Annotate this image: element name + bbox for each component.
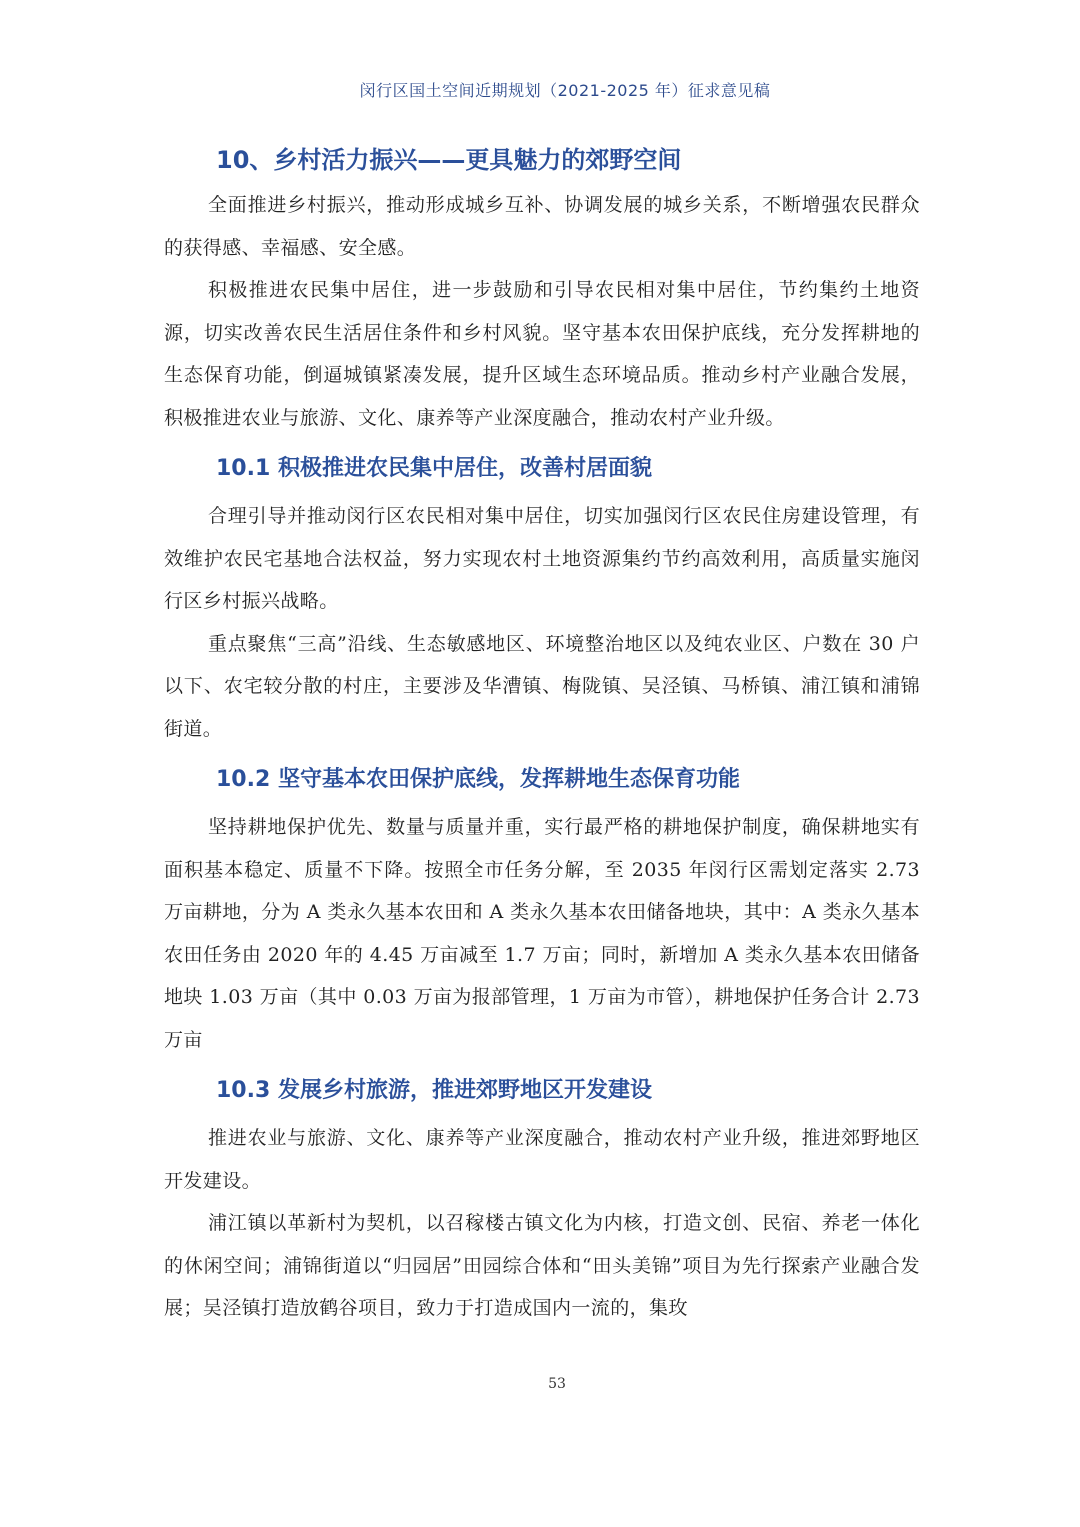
chapter-title: 10、乡村活力振兴——更具魅力的郊野空间 [216, 146, 682, 174]
page-content [164, 140, 920, 1330]
section-title-10-1: 10.1 积极推进农民集中居住，改善村居面貌 [216, 456, 652, 481]
section-title-10-3: 10.3 发展乡村旅游，推进郊野地区开发建设 [216, 1078, 652, 1103]
section-paragraph: 浦江镇以革新村为契机，以召稼楼古镇文化为内核，打造文创、民宿、养老一体化的休闲空间；浦锦街道以“归园居”田园综合体和“田头美锦”项目为先行探索产业融合发展；吴泾镇打造放鹤谷项目，致力于打造成国内一流的，集玫 [164, 1212, 920, 1319]
chapter-paragraph: 积极推进农民集中居住，进一步鼓励和引导农民相对集中居住，节约集约土地资源，切实改善农民生活居住条件和乡村风貌。坚守基本农田保护底线，充分发挥耕地的生态保育功能，倒逼城镇紧凑发展，提升区域生态环境品质。推动乡村产业融合发展，积极推进农业与旅游、文化、康养等产业深度融合，推动农村产业升级。 [164, 279, 920, 429]
section-paragraph: 推进农业与旅游、文化、康养等产业深度融合，推动农村产业升级，推进郊野地区开发建设。 [164, 1127, 920, 1192]
page-number: 53 [548, 1376, 566, 1392]
section-paragraph: 合理引导并推动闵行区农民相对集中居住，切实加强闵行区农民住房建设管理，有效维护农民宅基地合法权益，努力实现农村土地资源集约节约高效利用，高质量实施闵行区乡村振兴战略。 [164, 505, 920, 612]
section-paragraph: 坚持耕地保护优先、数量与质量并重，实行最严格的耕地保护制度，确保耕地实有面积基本稳定、质量不下降。按照全市任务分解，至 2035 年闵行区需划定落实 2.73 万亩耕地，分为 A 类永久基本农田和 A 类永久基本农田储备地块，其中：A 类永久基本农田任务由 2020 年的 4.45 万亩减至 1.7 万亩；同时，新增加 A 类永久基本农田储备地块 1.03 万亩（其中 0.03 万亩为报部管理，1 万亩为市管），耕地保护任务合计 2.73 万亩 [164, 816, 920, 1051]
section-title-10-2: 10.2 坚守基本农田保护底线，发挥耕地生态保育功能 [216, 767, 740, 792]
running-header: 闵行区国土空间近期规划（2021-2025 年）征求意见稿 [359, 81, 771, 100]
chapter-paragraph: 全面推进乡村振兴，推动形成城乡互补、协调发展的城乡关系，不断增强农民群众的获得感、幸福感、安全感。 [164, 194, 920, 259]
section-paragraph: 重点聚焦“三高”沿线、生态敏感地区、环境整治地区以及纯农业区、户数在 30 户以下、农宅较分散的村庄，主要涉及华漕镇、梅陇镇、吴泾镇、马桥镇、浦江镇和浦锦街道。 [164, 632, 920, 740]
